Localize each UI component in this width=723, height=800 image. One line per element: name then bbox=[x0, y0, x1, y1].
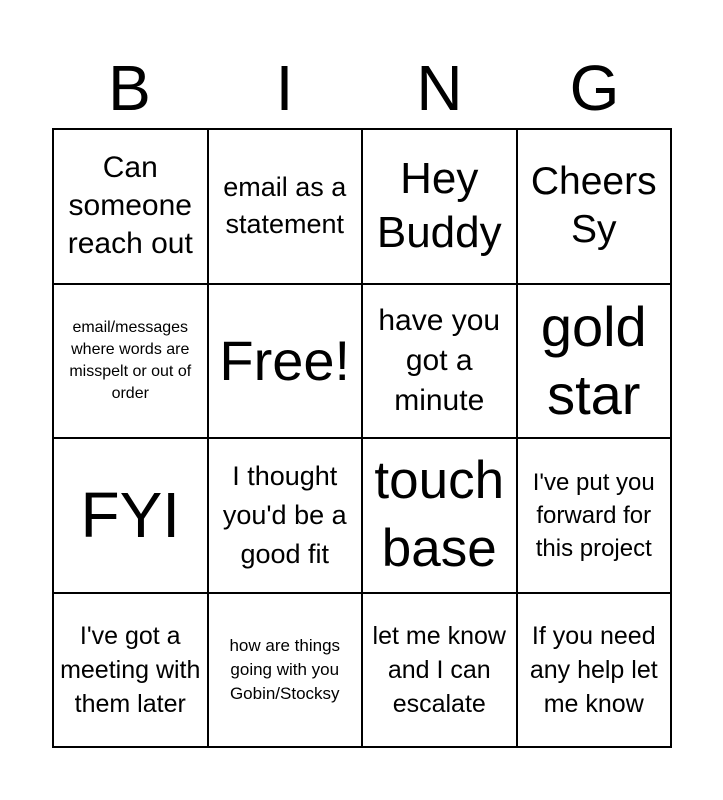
bingo-cell[interactable] bbox=[517, 129, 672, 284]
cell-text: gold star bbox=[540, 294, 647, 426]
bingo-cell[interactable] bbox=[362, 129, 517, 284]
bingo-cell[interactable] bbox=[53, 284, 208, 439]
cell-text: how are things going with you Gobin/Stocksy bbox=[229, 635, 341, 703]
cell-text: I've got a meeting with them later bbox=[60, 621, 201, 718]
cell-text: Hey Buddy bbox=[376, 154, 502, 258]
bingo-cell[interactable] bbox=[208, 129, 363, 284]
bingo-cell[interactable] bbox=[208, 438, 363, 593]
cell-text: I've put you forward for this project bbox=[532, 468, 655, 562]
bingo-cell[interactable] bbox=[53, 593, 208, 748]
bingo-grid bbox=[52, 128, 672, 748]
header-letter-b: B bbox=[108, 52, 151, 124]
bingo-cell[interactable] bbox=[208, 284, 363, 439]
header-letter-n: N bbox=[416, 52, 463, 124]
cell-text: Cheers Sy bbox=[530, 160, 657, 252]
cell-text: Can someone reach out bbox=[67, 151, 193, 261]
cell-text: FYI bbox=[80, 479, 181, 552]
bingo-cell[interactable] bbox=[53, 438, 208, 593]
cell-text: have you got a minute bbox=[378, 303, 501, 417]
header-letter-i: I bbox=[275, 52, 294, 124]
bingo-cell[interactable] bbox=[362, 438, 517, 593]
bingo-cell[interactable] bbox=[517, 284, 672, 439]
bingo-cell[interactable] bbox=[517, 593, 672, 748]
bingo-cell[interactable] bbox=[362, 593, 517, 748]
header-letter-g: G bbox=[569, 52, 620, 124]
cell-text: If you need any help let me know bbox=[529, 621, 658, 718]
cell-text: I thought you'd be a good fit bbox=[222, 460, 347, 569]
cell-text: let me know and I can escalate bbox=[372, 621, 506, 718]
bingo-cell[interactable] bbox=[362, 284, 517, 439]
cell-text: Free! bbox=[219, 328, 351, 392]
bingo-cell[interactable] bbox=[208, 593, 363, 748]
bingo-cell[interactable] bbox=[53, 129, 208, 284]
cell-text: email/messages where words are misspelt or out of order bbox=[69, 318, 192, 402]
cell-text: email as a statement bbox=[223, 172, 347, 240]
cell-text: touch base bbox=[374, 451, 505, 579]
bingo-header bbox=[52, 52, 672, 124]
bingo-cell[interactable] bbox=[517, 438, 672, 593]
